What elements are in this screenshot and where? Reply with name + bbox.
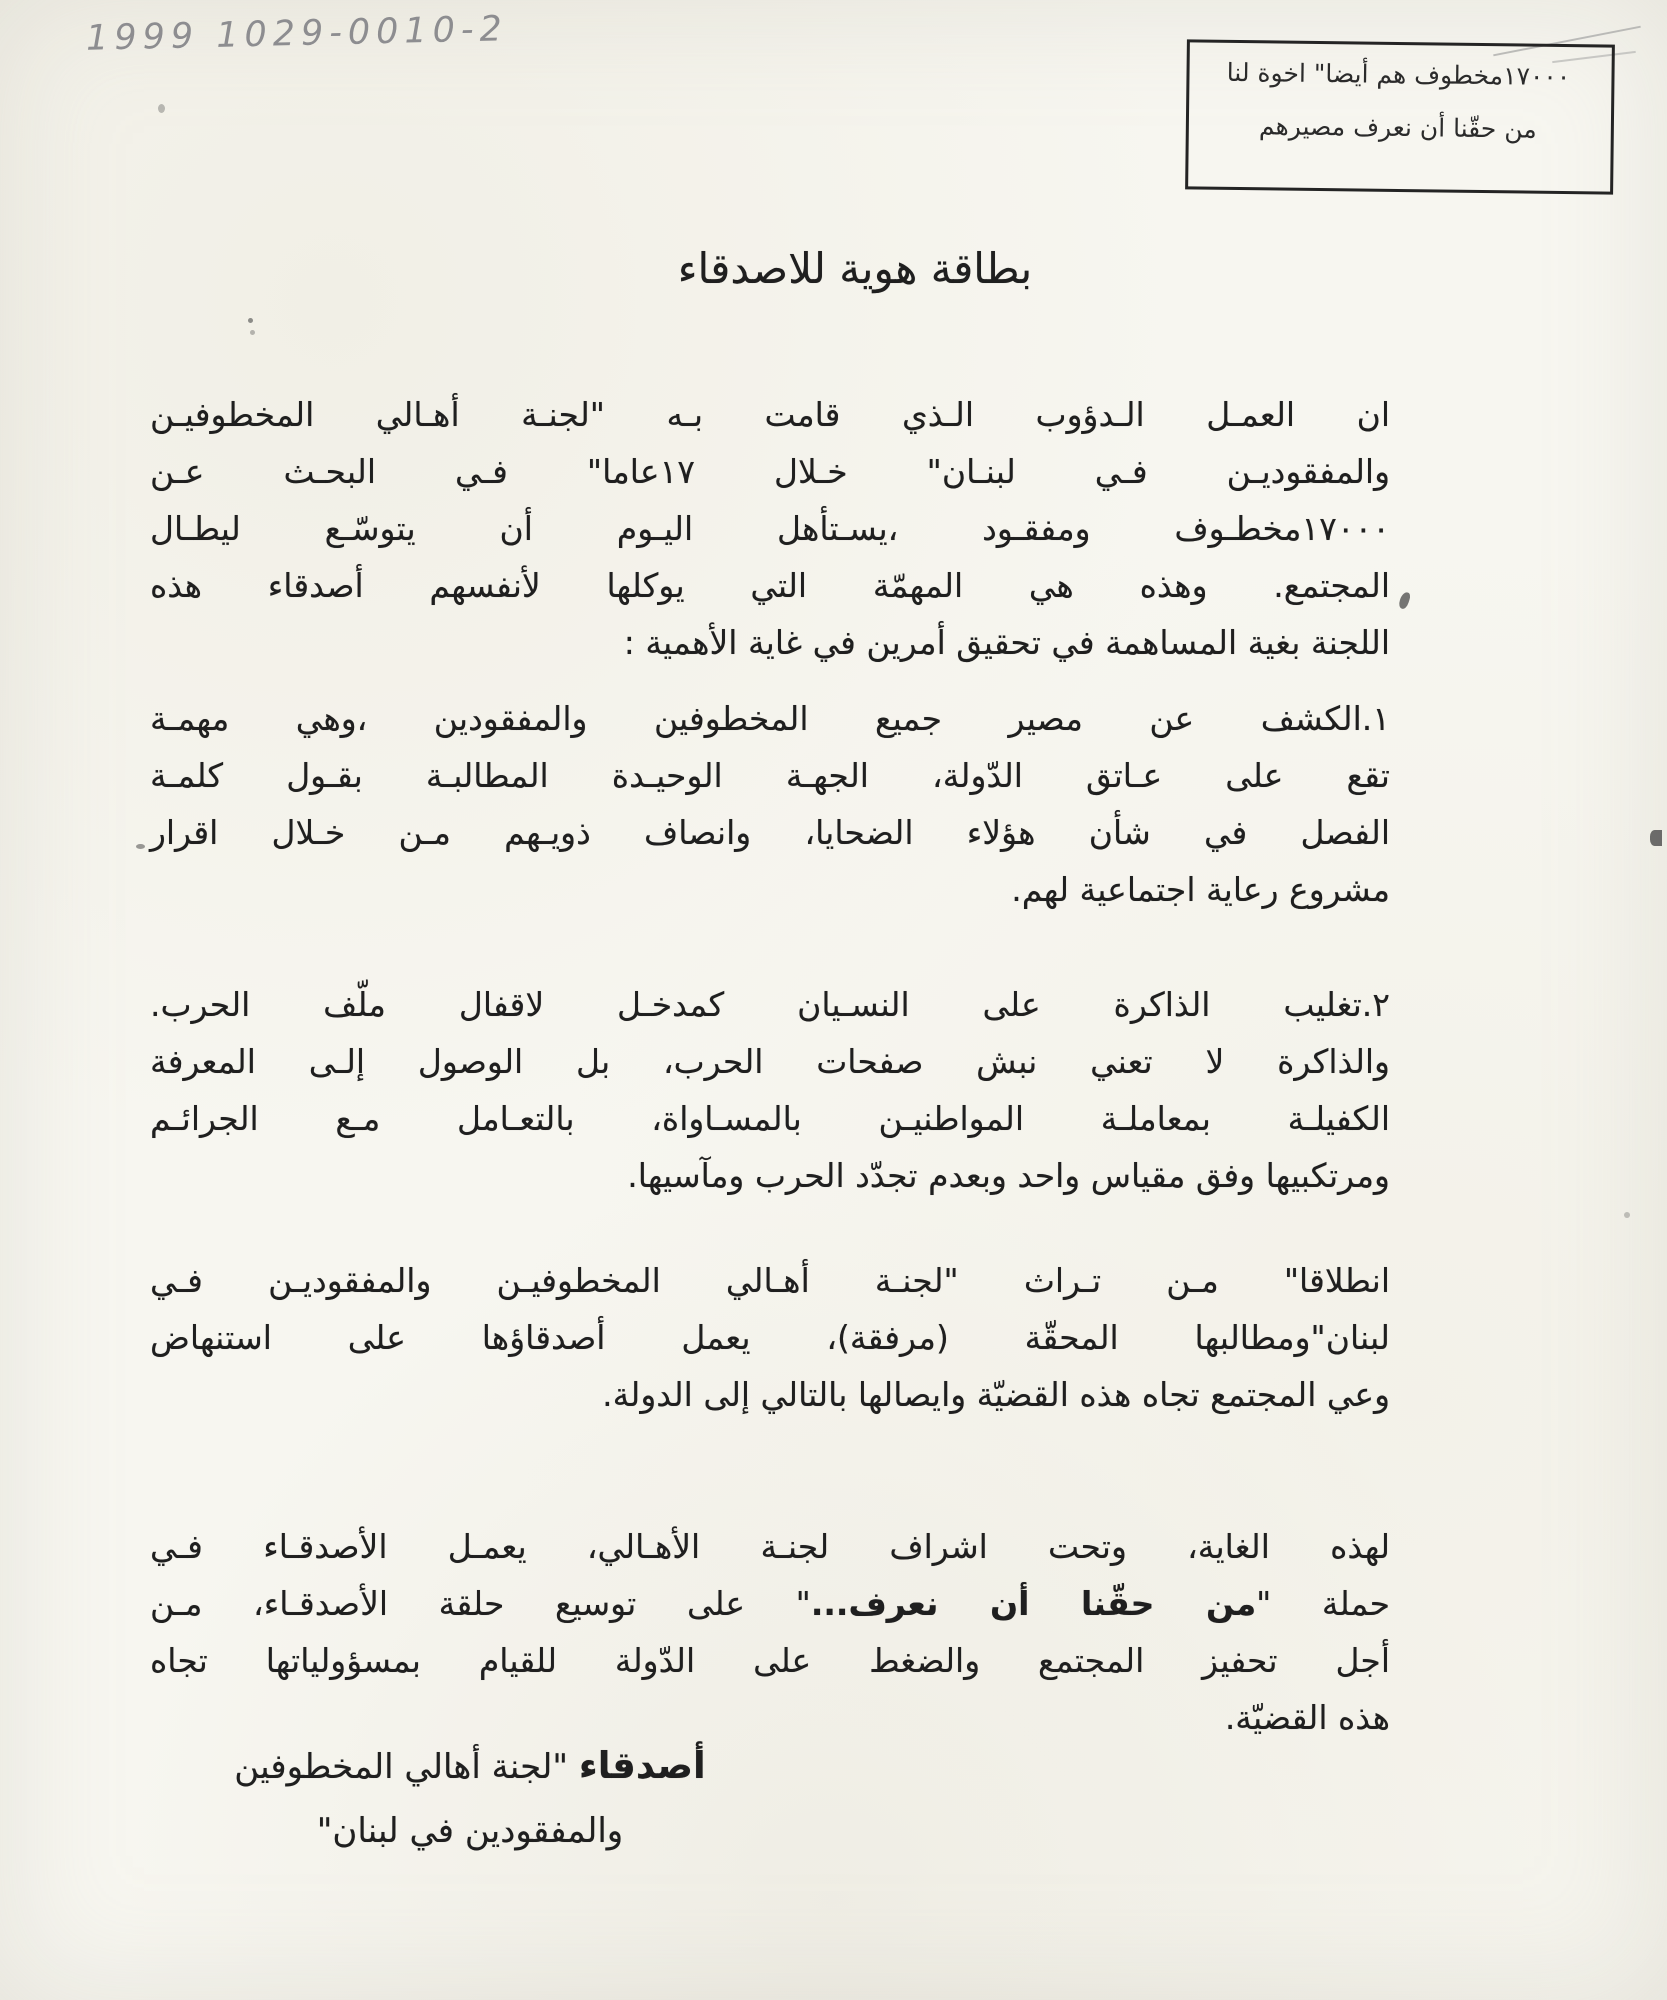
scan-speck <box>136 844 145 849</box>
scan-speck <box>1650 830 1662 846</box>
scan-speck <box>1398 591 1412 610</box>
text-line: ١.الكشف عن مصير جميع المخطوفين والمفقودين ،وهي مهمـة <box>150 699 1390 738</box>
text-line: لهذه الغاية، وتحت اشراف لجنـة الأهـالي، يعمـل الأصدقـاء فـي <box>150 1527 1390 1566</box>
text-line: المجتمع. وهذه هي المهمّة التي يوكلها لأنفسهم أصدقاء هذه <box>150 566 1390 605</box>
signature-block <box>150 1734 790 1863</box>
scan-speck <box>158 104 165 113</box>
list-item-2-paragraph <box>150 976 1390 1204</box>
text-line: تقع على عـاتق الدّولة، الجهـة الوحيـدة المطالبـة بقـول كلمـة <box>150 756 1390 795</box>
text-line: مشروع رعاية اجتماعية لهم. <box>1011 870 1390 909</box>
stamp-slogan-line: ١٧٠٠٠مخطوف هم أيضا" اخوة لنا <box>1226 57 1571 92</box>
text-line: ١٧٠٠٠مخطـوف ومفقـود ،يسـتأهل اليـوم أن يتوسّـع ليطـال <box>150 509 1390 548</box>
text-line: الفصل في شأن هؤلاء الضحايا، وانصاف ذويـهم مـن خـلال اقرار <box>150 813 1390 852</box>
text-segment: " على توسيع حلقة الأصدقـاء، مـن <box>150 1584 811 1623</box>
text-line: لبنان"ومطالبها المحقّة (مرفقة)، يعمل أصدقاؤها على استنهاض <box>150 1318 1390 1357</box>
text-line: انطلاقا" مـن تـراث "لجنـة أهـالي المخطوفيـن والمفقوديـن فـي <box>150 1261 1390 1300</box>
handwritten-reference-number: 1999 1029-0010-2 <box>85 9 509 59</box>
campaign-paragraph <box>150 1518 1390 1746</box>
text-line <box>150 1575 1390 1632</box>
scan-speck <box>1624 1212 1630 1218</box>
scan-speck <box>248 318 253 323</box>
signature-line: والمفقودين في لبنان" <box>316 1811 624 1851</box>
document-title: بطاقة هوية للاصدقاء <box>677 244 1033 293</box>
signature-line <box>150 1734 790 1799</box>
text-line: أجل تحفيز المجتمع والضغط على الدّولة للقيام بمسؤولياتها تجاه <box>150 1641 1390 1680</box>
list-item-1-paragraph <box>150 690 1390 918</box>
text-line: ان العمـل الـدؤوب الـذي قامت بـه "لجنـة أهـالي المخطوفيـن <box>150 395 1390 434</box>
text-segment: حملة " <box>1256 1584 1391 1623</box>
intro-paragraph <box>150 386 1390 671</box>
signature-org-name-bold: أصدقاء <box>578 1744 706 1787</box>
text-line: ومرتكبيها وفق مقياس واحد وبعدم تجدّد الحرب ومآسيها. <box>627 1156 1390 1195</box>
signature-line-rest: "لجنة أهالي المخطوفين <box>234 1747 579 1787</box>
text-line: هذه القضيّة. <box>1224 1698 1390 1737</box>
text-line: والمفقوديـن فـي لبنـان" خـلال ١٧عاما" فـي البحـث عـن <box>150 452 1390 491</box>
campaign-slogan-bold: من حقّنا أن نعرف... <box>810 1584 1257 1623</box>
text-line: ٢.تغليب الذاكرة على النسـيان كمدخـل لاقفال ملّف الحرب. <box>150 985 1390 1024</box>
slogan-stamp-box <box>1185 39 1615 194</box>
text-line: اللجنة بغية المساهمة في تحقيق أمرين في غاية الأهمية : <box>623 623 1390 662</box>
heritage-paragraph <box>150 1252 1390 1423</box>
text-line: والذاكرة لا تعني نبش صفحات الحرب، بل الوصول إلـى المعرفة <box>150 1042 1390 1081</box>
text-line: الكفيلـة بمعاملـة المواطنيـن بالمسـاواة، بالتعـامل مـع الجرائـم <box>150 1099 1390 1138</box>
stamp-slogan-line: من حقّنا أن نعرف مصيرهم <box>1258 111 1537 144</box>
text-line: وعي المجتمع تجاه هذه القضيّة وايصالها بالتالي إلى الدولة. <box>602 1375 1390 1414</box>
